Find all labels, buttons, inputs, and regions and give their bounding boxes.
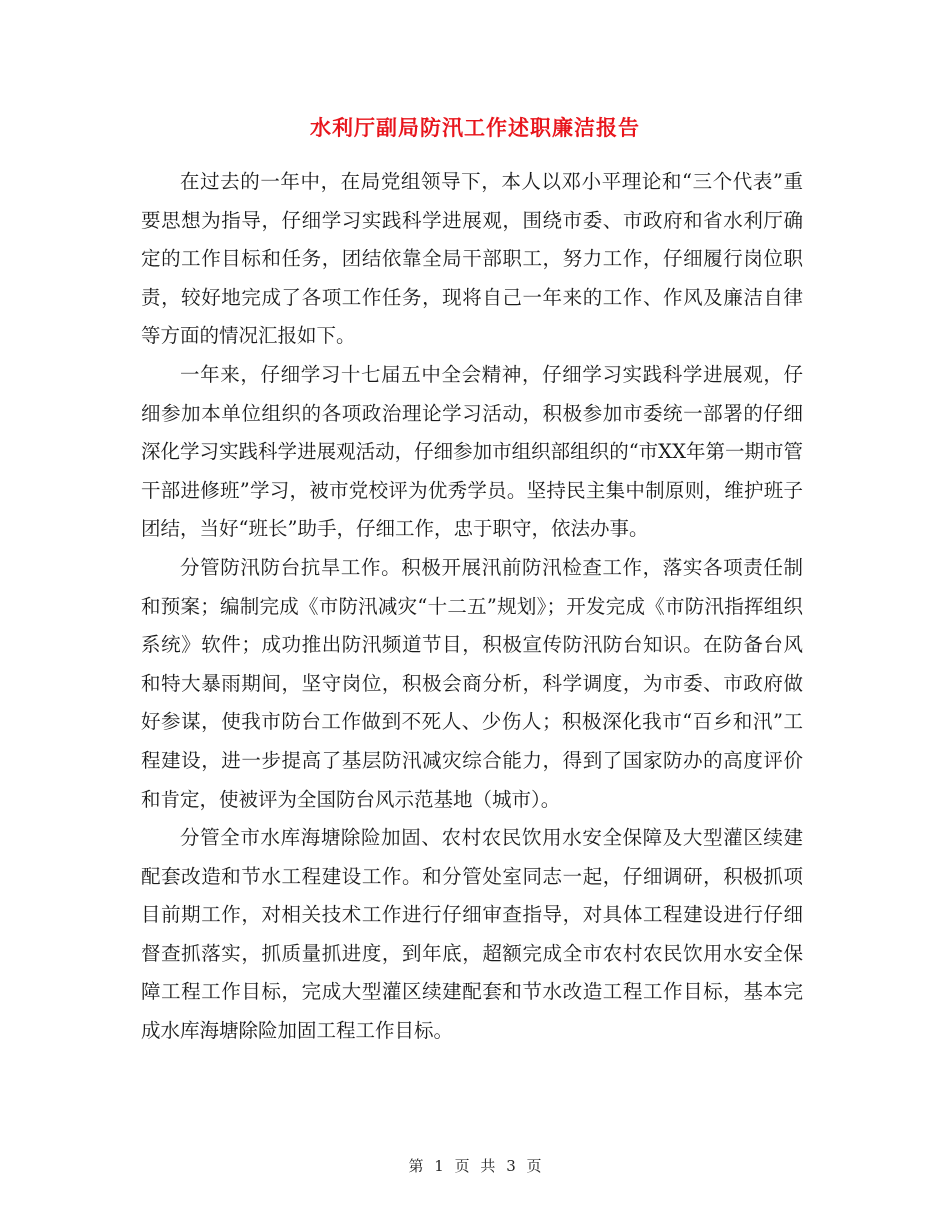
paragraph: 分管防汛防台抗旱工作。积极开展汛前防汛检查工作，落实各项责任制和预案；编制完成《市防汛减灾“十二五”规划》；开发完成《市防汛指挥组织系统》软件；成功推出防汛频道节目，积极宣传防汛防台知识。在防备台风和特大暴雨期间，坚守岗位，积极会商分析，科学调度，为市委、市政府做好参谋，使我市防台工作做到不死人、少伤人；积极深化我市“百乡和汛”工程建设，进一步提高了基层防汛减灾综合能力，得到了国家防办的高度评价和肯定，使被评为全国防台风示范基地（城市）。 — [141, 555, 803, 811]
page-number-footer — [0, 1155, 950, 1176]
paragraph: 分管全市水库海塘除险加固、农村农民饮用水安全保障及大型灌区续建配套改造和节水工程建设工作。和分管处室同志一起，仔细调研，积极抓项目前期工作，对相关技术工作进行仔细审查指导，对具体工程建设进行仔细督查抓落实，抓质量抓进度，到年底，超额完成全市农村农民饮用水安全保障工程工作目标，完成大型灌区续建配套和节水改造工程工作目标，基本完成水库海塘除险加固工程工作目标。 — [141, 826, 803, 1043]
paragraph: 在过去的一年中，在局党组领导下，本人以邓小平理论和“三个代表”重要思想为指导，仔细学习实践科学进展观，围绕市委、市政府和省水利厅确定的工作目标和任务，团结依靠全局干部职工，努力工作，仔细履行岗位职责，较好地完成了各项工作任务，现将自己一年来的工作、作风及廉洁自律等方面的情况汇报如下。 — [141, 170, 803, 348]
total-prefix: 共 — [480, 1157, 496, 1175]
paragraph: 一年来，仔细学习十七届五中全会精神，仔细学习实践科学进展观，仔细参加本单位组织的各项政治理论学习活动，积极参加市委统一部署的仔细深化学习实践科学进展观活动，仔细参加市组织部组织的“市XX年第一期市管干部进修班”学习，被市党校评为优秀学员。坚持民主集中制原则，维护班子团结，当好“班长”助手，仔细工作，忠于职守，依法办事。 — [141, 362, 803, 541]
document-body — [141, 163, 803, 1051]
document-title: 水利厅副局防汛工作述职廉洁报告 — [310, 115, 640, 140]
page-word: 页 — [454, 1157, 470, 1175]
current-page-number: 1 — [434, 1157, 444, 1175]
total-page-count: 3 — [506, 1157, 516, 1175]
total-suffix: 页 — [526, 1157, 542, 1175]
page-prefix: 第 — [408, 1157, 424, 1175]
